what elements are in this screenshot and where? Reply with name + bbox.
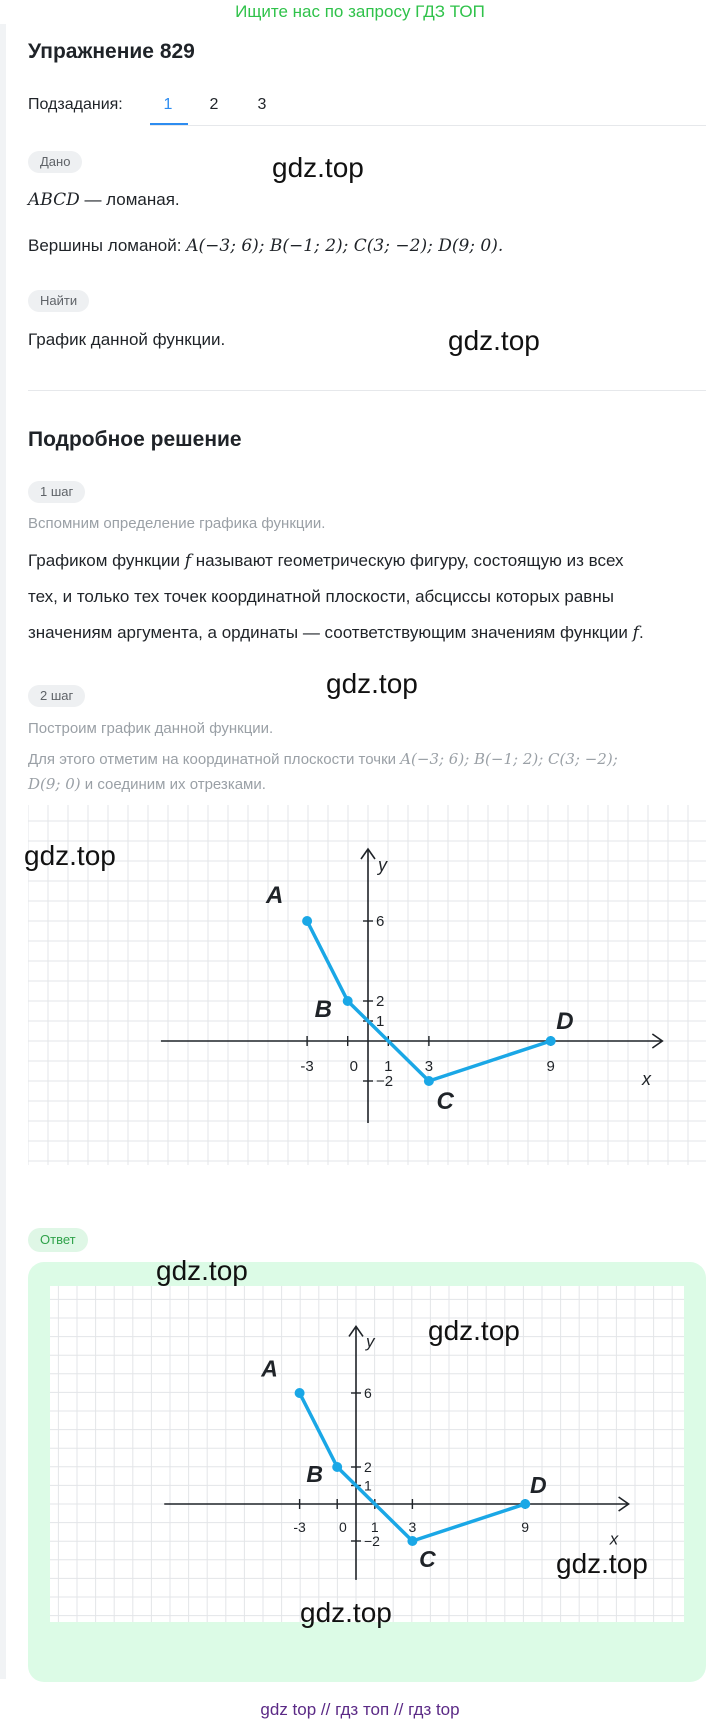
find-chip: Найти: [28, 290, 89, 312]
tab-3[interactable]: 3: [257, 96, 267, 113]
x-tick-label: 1: [384, 1058, 393, 1075]
point-label-c: C: [419, 1545, 436, 1572]
y-axis-label: y: [378, 855, 387, 875]
step-1-line-3a: значениям аргумента, а ординаты — соответствующим значениям функции: [28, 623, 633, 642]
watermark: gdz.top: [326, 668, 418, 699]
tabs-divider: [150, 125, 706, 126]
watermark: gdz.top: [272, 152, 364, 183]
step-2-line-2: [28, 750, 618, 768]
given-line-1: [28, 190, 180, 210]
find-text: График данной функции.: [28, 330, 226, 349]
x-tick-label: 3: [408, 1519, 417, 1536]
point-d: [546, 1036, 556, 1046]
watermark: gdz.top: [448, 325, 540, 356]
given-chip: Дано: [28, 151, 82, 173]
point-label-d: D: [556, 1008, 574, 1035]
point-label-c: C: [436, 1088, 454, 1115]
y-tick-label: −2: [364, 1533, 380, 1549]
grid: [28, 805, 706, 1165]
step-1-line-1: [28, 550, 624, 572]
point-label-b: B: [306, 1460, 323, 1487]
y-tick-label: 2: [364, 1459, 372, 1475]
step-1-line-1a: Графиком функции: [28, 551, 185, 570]
point-label-a: A: [265, 882, 284, 909]
x-tick-label: 1: [370, 1519, 379, 1536]
tab-2[interactable]: 2: [209, 96, 219, 113]
y-tick-label: 6: [376, 913, 385, 930]
x-axis-label: x: [642, 1069, 652, 1089]
point-label-a: A: [261, 1355, 278, 1382]
step-1-line-3: [28, 622, 644, 644]
subtasks-label: Подзадания:: [28, 96, 123, 113]
x-tick-label: -3: [300, 1058, 314, 1075]
y-axis-label: y: [366, 1331, 375, 1351]
watermark: gdz.top: [24, 840, 116, 871]
step-1-line-3b: .: [638, 623, 644, 642]
solution-title: Подробное решение: [28, 428, 242, 451]
top-banner[interactable]: Ищите нас по запросу ГДЗ ТОП: [235, 2, 485, 21]
point-a: [302, 916, 312, 926]
y-tick-label: 1: [364, 1477, 372, 1494]
x-tick-label: 9: [546, 1058, 555, 1075]
watermark: gdz.top: [428, 1315, 520, 1346]
step-2-line-3: [28, 775, 266, 793]
given-line-2: [28, 236, 503, 256]
step-1-line-2: тех, и только тех точек координатной плоскости, абсциссы которых равны: [28, 587, 614, 606]
axes: [164, 1326, 628, 1579]
x-tick-label: 3: [424, 1058, 434, 1075]
step-2-chip: 2 шаг: [28, 685, 85, 707]
left-rule: [0, 24, 6, 1679]
y-tick-label: −2: [376, 1073, 394, 1090]
step-2-line-3b: и соединим их отрезками.: [80, 776, 266, 793]
point-a: [295, 1388, 305, 1398]
point-d-math: D(9; 0): [28, 775, 81, 793]
watermark: gdz.top: [156, 1255, 248, 1286]
point-label-d: D: [530, 1471, 547, 1498]
x-axis-label: x: [609, 1529, 619, 1549]
step-1-line-1b: называют геометрическую фигуру, состоящую из всех: [191, 551, 624, 570]
y-tick-label: 1: [376, 1013, 385, 1030]
given-line-1-text: — ломаная.: [79, 190, 180, 209]
point-b: [343, 996, 353, 1006]
vertices-math: A(−3; 6); B(−1; 2); C(3; −2); D(9; 0).: [186, 236, 504, 256]
y-tick-label: 2: [376, 993, 385, 1010]
step-1-intro: Вспомним определение графика функции.: [28, 515, 326, 532]
tab-1[interactable]: 1: [163, 96, 173, 113]
x-tick-label: 9: [521, 1519, 530, 1536]
x-tick-label: 0: [338, 1519, 347, 1536]
point-c: [424, 1076, 434, 1086]
y-tick-label: 6: [364, 1385, 372, 1401]
watermark: gdz.top: [300, 1597, 392, 1628]
step-2-graph: [28, 805, 706, 1165]
polyline-name: ABCD: [28, 190, 80, 210]
function-symbol: f: [184, 551, 192, 571]
point-c: [407, 1536, 417, 1546]
point-d: [520, 1499, 530, 1509]
x-tick-label: -3: [293, 1519, 306, 1536]
step-1-chip: 1 шаг: [28, 481, 85, 503]
watermark: gdz.top: [556, 1548, 648, 1579]
points-math: A(−3; 6); B(−1; 2); C(3; −2);: [400, 750, 618, 768]
answer-chip: Ответ: [28, 1228, 88, 1252]
step-2-line-2a: Для этого отметим на координатной плоскости точки: [28, 751, 401, 768]
x-tick-label: 0: [349, 1058, 358, 1075]
point-label-b: B: [314, 996, 333, 1023]
footer-links[interactable]: gdz top // гдз топ // гдз top: [260, 1700, 460, 1719]
axes: [161, 849, 662, 1123]
page-title: Упражнение 829: [28, 40, 195, 63]
step-2-intro: Построим график данной функции.: [28, 720, 274, 737]
point-b: [332, 1462, 342, 1472]
section-divider: [28, 390, 706, 391]
function-symbol-2: f: [632, 623, 639, 643]
given-line-2-text: Вершины ломаной:: [28, 236, 187, 255]
